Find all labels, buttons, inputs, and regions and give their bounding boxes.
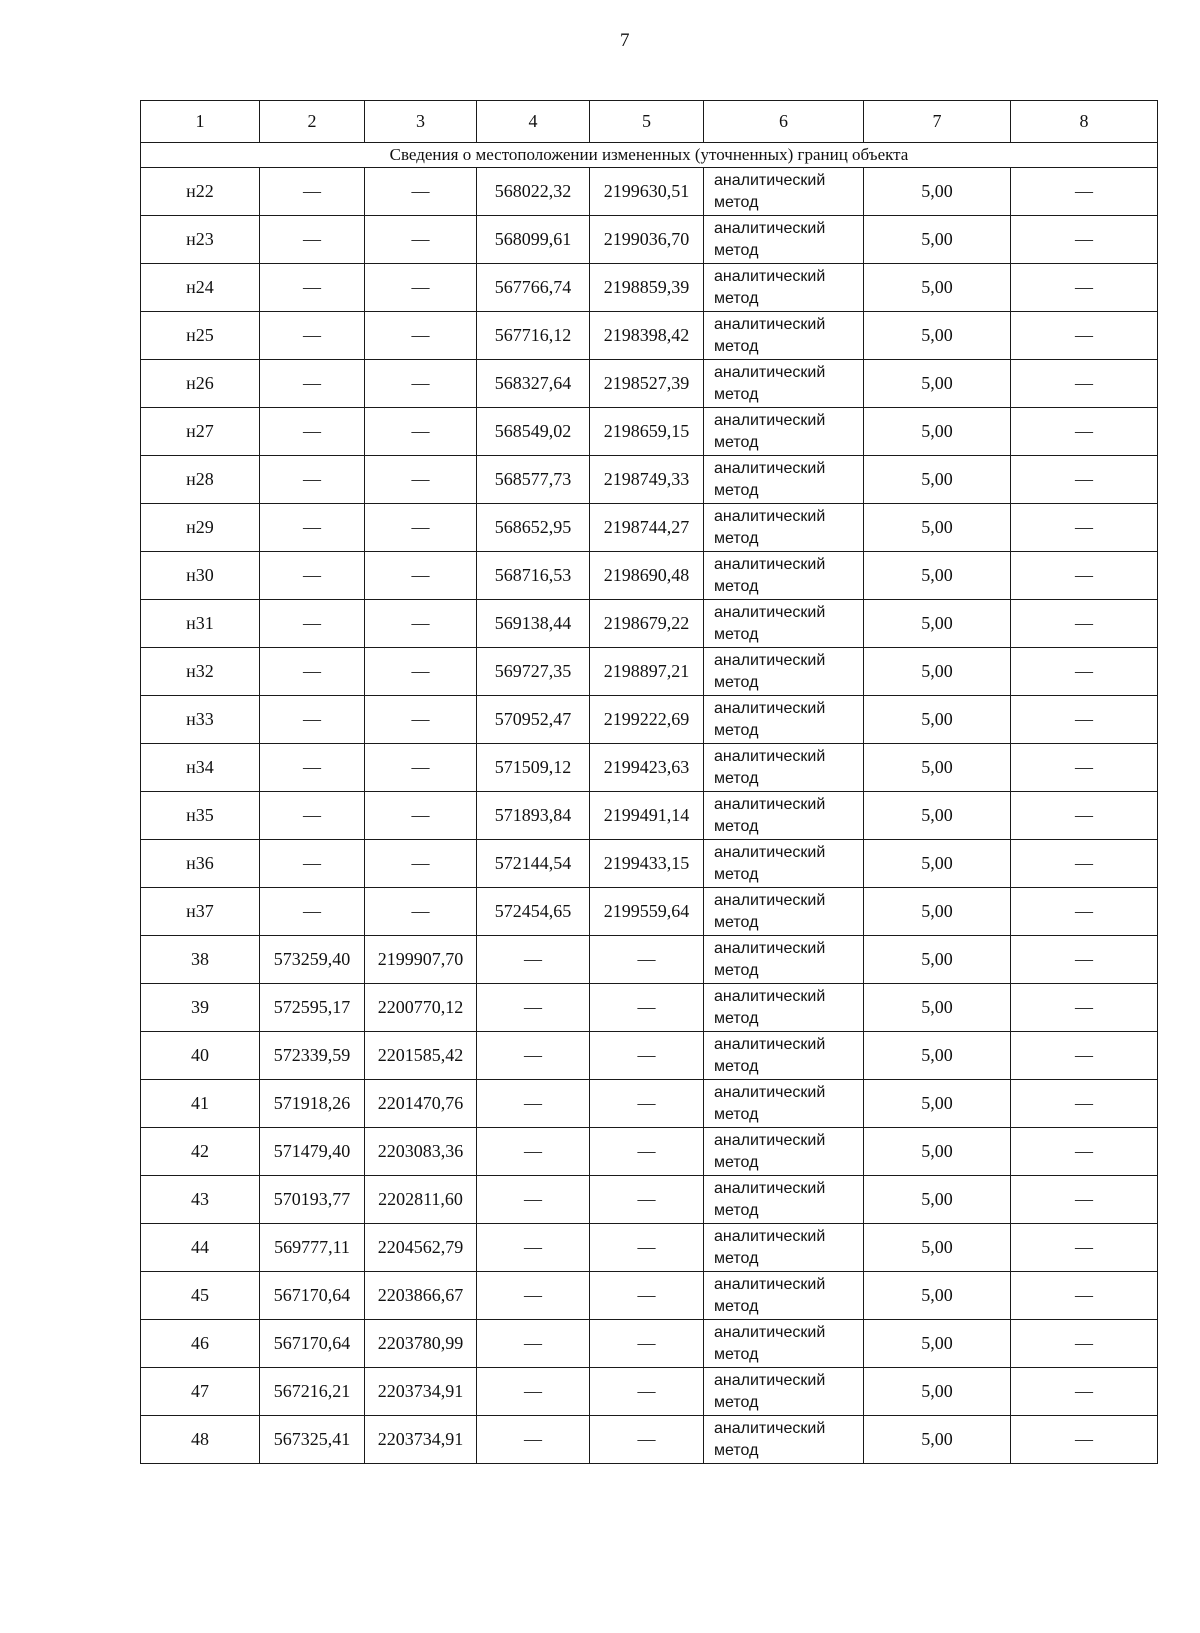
accuracy-cell: 5,00: [864, 168, 1011, 216]
existing-y-cell: 2204562,79: [365, 1224, 477, 1272]
description-cell: —: [1011, 1032, 1158, 1080]
accuracy-cell: 5,00: [864, 984, 1011, 1032]
accuracy-cell: 5,00: [864, 216, 1011, 264]
accuracy-cell: 5,00: [864, 552, 1011, 600]
accuracy-cell: 5,00: [864, 1224, 1011, 1272]
new-y-cell: —: [590, 1032, 704, 1080]
description-cell: —: [1011, 168, 1158, 216]
table-row: [141, 264, 1158, 312]
new-x-cell: 567766,74: [477, 264, 590, 312]
column-header: 5: [590, 101, 704, 143]
point-number-cell: н26: [141, 360, 260, 408]
new-y-cell: 2199423,63: [590, 744, 704, 792]
method-cell: аналитический метод: [704, 936, 864, 984]
method-cell: аналитический метод: [704, 168, 864, 216]
accuracy-cell: 5,00: [864, 408, 1011, 456]
table-row: [141, 216, 1158, 264]
new-x-cell: —: [477, 1320, 590, 1368]
point-number-cell: 46: [141, 1320, 260, 1368]
method-cell: аналитический метод: [704, 792, 864, 840]
existing-y-cell: —: [365, 312, 477, 360]
existing-y-cell: —: [365, 264, 477, 312]
description-cell: —: [1011, 840, 1158, 888]
existing-y-cell: 2200770,12: [365, 984, 477, 1032]
new-y-cell: 2199433,15: [590, 840, 704, 888]
existing-y-cell: 2201470,76: [365, 1080, 477, 1128]
description-cell: —: [1011, 552, 1158, 600]
existing-y-cell: 2203866,67: [365, 1272, 477, 1320]
method-cell: аналитический метод: [704, 312, 864, 360]
method-cell: аналитический метод: [704, 744, 864, 792]
new-x-cell: 570952,47: [477, 696, 590, 744]
description-cell: —: [1011, 504, 1158, 552]
existing-x-cell: —: [260, 840, 365, 888]
new-y-cell: —: [590, 1080, 704, 1128]
point-number-cell: 41: [141, 1080, 260, 1128]
new-x-cell: 568022,32: [477, 168, 590, 216]
description-cell: —: [1011, 312, 1158, 360]
existing-x-cell: 567170,64: [260, 1272, 365, 1320]
accuracy-cell: 5,00: [864, 936, 1011, 984]
new-x-cell: —: [477, 984, 590, 1032]
existing-x-cell: 569777,11: [260, 1224, 365, 1272]
existing-x-cell: 573259,40: [260, 936, 365, 984]
new-x-cell: 569138,44: [477, 600, 590, 648]
existing-x-cell: 572595,17: [260, 984, 365, 1032]
method-cell: аналитический метод: [704, 888, 864, 936]
accuracy-cell: 5,00: [864, 1032, 1011, 1080]
method-cell: аналитический метод: [704, 1224, 864, 1272]
table-row: [141, 792, 1158, 840]
new-y-cell: —: [590, 1272, 704, 1320]
section-title-row: [141, 143, 1158, 168]
description-cell: —: [1011, 264, 1158, 312]
new-x-cell: 568099,61: [477, 216, 590, 264]
existing-x-cell: —: [260, 696, 365, 744]
column-header: 8: [1011, 101, 1158, 143]
accuracy-cell: 5,00: [864, 792, 1011, 840]
new-y-cell: 2199222,69: [590, 696, 704, 744]
new-y-cell: 2199630,51: [590, 168, 704, 216]
description-cell: —: [1011, 1080, 1158, 1128]
description-cell: —: [1011, 792, 1158, 840]
column-header: 4: [477, 101, 590, 143]
new-y-cell: 2198897,21: [590, 648, 704, 696]
new-y-cell: —: [590, 1176, 704, 1224]
new-x-cell: 572144,54: [477, 840, 590, 888]
new-x-cell: 568327,64: [477, 360, 590, 408]
description-cell: —: [1011, 1368, 1158, 1416]
method-cell: аналитический метод: [704, 648, 864, 696]
table-row: [141, 696, 1158, 744]
description-cell: —: [1011, 1224, 1158, 1272]
method-cell: аналитический метод: [704, 216, 864, 264]
new-y-cell: —: [590, 1320, 704, 1368]
existing-x-cell: —: [260, 792, 365, 840]
table-row: [141, 888, 1158, 936]
table-row: [141, 312, 1158, 360]
new-y-cell: 2198679,22: [590, 600, 704, 648]
method-cell: аналитический метод: [704, 1320, 864, 1368]
existing-x-cell: —: [260, 456, 365, 504]
new-y-cell: 2198527,39: [590, 360, 704, 408]
existing-y-cell: 2203083,36: [365, 1128, 477, 1176]
existing-x-cell: 572339,59: [260, 1032, 365, 1080]
new-x-cell: 572454,65: [477, 888, 590, 936]
table-row: [141, 552, 1158, 600]
point-number-cell: н30: [141, 552, 260, 600]
existing-x-cell: —: [260, 312, 365, 360]
accuracy-cell: 5,00: [864, 696, 1011, 744]
table-row: [141, 504, 1158, 552]
table-row: [141, 360, 1158, 408]
description-cell: —: [1011, 360, 1158, 408]
column-header: 6: [704, 101, 864, 143]
table-row: [141, 840, 1158, 888]
table-row: [141, 1080, 1158, 1128]
accuracy-cell: 5,00: [864, 744, 1011, 792]
existing-x-cell: 567216,21: [260, 1368, 365, 1416]
accuracy-cell: 5,00: [864, 264, 1011, 312]
point-number-cell: н28: [141, 456, 260, 504]
column-number-row: [141, 101, 1158, 143]
description-cell: —: [1011, 408, 1158, 456]
new-y-cell: —: [590, 936, 704, 984]
description-cell: —: [1011, 648, 1158, 696]
method-cell: аналитический метод: [704, 1128, 864, 1176]
existing-x-cell: 571918,26: [260, 1080, 365, 1128]
existing-y-cell: 2203734,91: [365, 1416, 477, 1464]
existing-y-cell: 2199907,70: [365, 936, 477, 984]
existing-y-cell: —: [365, 168, 477, 216]
table-row: [141, 1320, 1158, 1368]
method-cell: аналитический метод: [704, 840, 864, 888]
description-cell: —: [1011, 1272, 1158, 1320]
method-cell: аналитический метод: [704, 1272, 864, 1320]
point-number-cell: 47: [141, 1368, 260, 1416]
existing-x-cell: —: [260, 360, 365, 408]
existing-y-cell: 2202811,60: [365, 1176, 477, 1224]
new-x-cell: 571509,12: [477, 744, 590, 792]
new-x-cell: —: [477, 1176, 590, 1224]
method-cell: аналитический метод: [704, 552, 864, 600]
accuracy-cell: 5,00: [864, 840, 1011, 888]
new-x-cell: —: [477, 1224, 590, 1272]
table-row: [141, 1176, 1158, 1224]
new-y-cell: 2198398,42: [590, 312, 704, 360]
accuracy-cell: 5,00: [864, 1080, 1011, 1128]
column-header: 3: [365, 101, 477, 143]
new-x-cell: 571893,84: [477, 792, 590, 840]
point-number-cell: н25: [141, 312, 260, 360]
method-cell: аналитический метод: [704, 1176, 864, 1224]
existing-x-cell: —: [260, 216, 365, 264]
table-row: [141, 408, 1158, 456]
method-cell: аналитический метод: [704, 1416, 864, 1464]
description-cell: —: [1011, 984, 1158, 1032]
new-y-cell: —: [590, 1368, 704, 1416]
description-cell: —: [1011, 936, 1158, 984]
existing-y-cell: 2203734,91: [365, 1368, 477, 1416]
method-cell: аналитический метод: [704, 264, 864, 312]
new-y-cell: 2198744,27: [590, 504, 704, 552]
point-number-cell: н37: [141, 888, 260, 936]
accuracy-cell: 5,00: [864, 312, 1011, 360]
table-body: [141, 101, 1158, 1464]
method-cell: аналитический метод: [704, 456, 864, 504]
method-cell: аналитический метод: [704, 696, 864, 744]
table-row: [141, 1416, 1158, 1464]
table-row: [141, 744, 1158, 792]
point-number-cell: н33: [141, 696, 260, 744]
existing-y-cell: —: [365, 408, 477, 456]
existing-y-cell: —: [365, 648, 477, 696]
point-number-cell: н27: [141, 408, 260, 456]
new-x-cell: 568652,95: [477, 504, 590, 552]
accuracy-cell: 5,00: [864, 360, 1011, 408]
existing-y-cell: —: [365, 504, 477, 552]
existing-y-cell: 2201585,42: [365, 1032, 477, 1080]
existing-x-cell: —: [260, 648, 365, 696]
new-x-cell: 568577,73: [477, 456, 590, 504]
table-row: [141, 1368, 1158, 1416]
method-cell: аналитический метод: [704, 1032, 864, 1080]
existing-x-cell: —: [260, 264, 365, 312]
new-x-cell: —: [477, 1128, 590, 1176]
accuracy-cell: 5,00: [864, 1320, 1011, 1368]
method-cell: аналитический метод: [704, 1080, 864, 1128]
accuracy-cell: 5,00: [864, 504, 1011, 552]
existing-x-cell: —: [260, 168, 365, 216]
new-y-cell: 2199491,14: [590, 792, 704, 840]
existing-y-cell: —: [365, 696, 477, 744]
table-row: [141, 1032, 1158, 1080]
table-row: [141, 648, 1158, 696]
new-y-cell: —: [590, 1224, 704, 1272]
description-cell: —: [1011, 1320, 1158, 1368]
accuracy-cell: 5,00: [864, 1128, 1011, 1176]
coordinates-table: [140, 100, 1158, 1464]
section-title: Сведения о местоположении измененных (уточненных) границ объекта: [141, 143, 1158, 168]
table-row: [141, 984, 1158, 1032]
description-cell: —: [1011, 600, 1158, 648]
existing-x-cell: —: [260, 504, 365, 552]
new-x-cell: 569727,35: [477, 648, 590, 696]
table-row: [141, 936, 1158, 984]
point-number-cell: н34: [141, 744, 260, 792]
existing-x-cell: —: [260, 552, 365, 600]
existing-x-cell: —: [260, 744, 365, 792]
existing-y-cell: —: [365, 360, 477, 408]
point-number-cell: н29: [141, 504, 260, 552]
new-x-cell: —: [477, 1416, 590, 1464]
point-number-cell: н24: [141, 264, 260, 312]
point-number-cell: 40: [141, 1032, 260, 1080]
accuracy-cell: 5,00: [864, 456, 1011, 504]
existing-y-cell: —: [365, 888, 477, 936]
new-y-cell: 2198749,33: [590, 456, 704, 504]
new-y-cell: 2198659,15: [590, 408, 704, 456]
table-row: [141, 600, 1158, 648]
point-number-cell: н22: [141, 168, 260, 216]
accuracy-cell: 5,00: [864, 888, 1011, 936]
point-number-cell: 45: [141, 1272, 260, 1320]
accuracy-cell: 5,00: [864, 1272, 1011, 1320]
description-cell: —: [1011, 216, 1158, 264]
new-x-cell: —: [477, 1272, 590, 1320]
method-cell: аналитический метод: [704, 1368, 864, 1416]
point-number-cell: 43: [141, 1176, 260, 1224]
new-y-cell: 2198859,39: [590, 264, 704, 312]
existing-y-cell: 2203780,99: [365, 1320, 477, 1368]
page-number: 7: [620, 30, 630, 51]
new-x-cell: —: [477, 936, 590, 984]
existing-x-cell: —: [260, 408, 365, 456]
table-row: [141, 456, 1158, 504]
description-cell: —: [1011, 696, 1158, 744]
table-row: [141, 1272, 1158, 1320]
method-cell: аналитический метод: [704, 408, 864, 456]
accuracy-cell: 5,00: [864, 600, 1011, 648]
new-x-cell: 568716,53: [477, 552, 590, 600]
accuracy-cell: 5,00: [864, 1368, 1011, 1416]
column-header: 7: [864, 101, 1011, 143]
point-number-cell: н36: [141, 840, 260, 888]
point-number-cell: н32: [141, 648, 260, 696]
method-cell: аналитический метод: [704, 984, 864, 1032]
description-cell: —: [1011, 1128, 1158, 1176]
point-number-cell: н31: [141, 600, 260, 648]
existing-y-cell: —: [365, 840, 477, 888]
existing-y-cell: —: [365, 600, 477, 648]
existing-y-cell: —: [365, 456, 477, 504]
new-x-cell: —: [477, 1080, 590, 1128]
new-x-cell: 568549,02: [477, 408, 590, 456]
existing-x-cell: —: [260, 888, 365, 936]
new-y-cell: —: [590, 984, 704, 1032]
method-cell: аналитический метод: [704, 504, 864, 552]
new-y-cell: —: [590, 1416, 704, 1464]
point-number-cell: 39: [141, 984, 260, 1032]
new-y-cell: —: [590, 1128, 704, 1176]
point-number-cell: 38: [141, 936, 260, 984]
new-y-cell: 2199036,70: [590, 216, 704, 264]
column-header: 2: [260, 101, 365, 143]
point-number-cell: н35: [141, 792, 260, 840]
table-row: [141, 1224, 1158, 1272]
method-cell: аналитический метод: [704, 360, 864, 408]
existing-y-cell: —: [365, 552, 477, 600]
new-x-cell: 567716,12: [477, 312, 590, 360]
existing-x-cell: 570193,77: [260, 1176, 365, 1224]
existing-y-cell: —: [365, 744, 477, 792]
description-cell: —: [1011, 744, 1158, 792]
description-cell: —: [1011, 456, 1158, 504]
accuracy-cell: 5,00: [864, 648, 1011, 696]
point-number-cell: 48: [141, 1416, 260, 1464]
method-cell: аналитический метод: [704, 600, 864, 648]
accuracy-cell: 5,00: [864, 1416, 1011, 1464]
point-number-cell: 44: [141, 1224, 260, 1272]
new-x-cell: —: [477, 1032, 590, 1080]
existing-y-cell: —: [365, 792, 477, 840]
description-cell: —: [1011, 1416, 1158, 1464]
description-cell: —: [1011, 888, 1158, 936]
existing-x-cell: 571479,40: [260, 1128, 365, 1176]
new-x-cell: —: [477, 1368, 590, 1416]
existing-x-cell: 567170,64: [260, 1320, 365, 1368]
table-row: [141, 1128, 1158, 1176]
existing-y-cell: —: [365, 216, 477, 264]
existing-x-cell: 567325,41: [260, 1416, 365, 1464]
point-number-cell: н23: [141, 216, 260, 264]
new-y-cell: 2198690,48: [590, 552, 704, 600]
column-header: 1: [141, 101, 260, 143]
point-number-cell: 42: [141, 1128, 260, 1176]
accuracy-cell: 5,00: [864, 1176, 1011, 1224]
table-row: [141, 168, 1158, 216]
new-y-cell: 2199559,64: [590, 888, 704, 936]
existing-x-cell: —: [260, 600, 365, 648]
description-cell: —: [1011, 1176, 1158, 1224]
